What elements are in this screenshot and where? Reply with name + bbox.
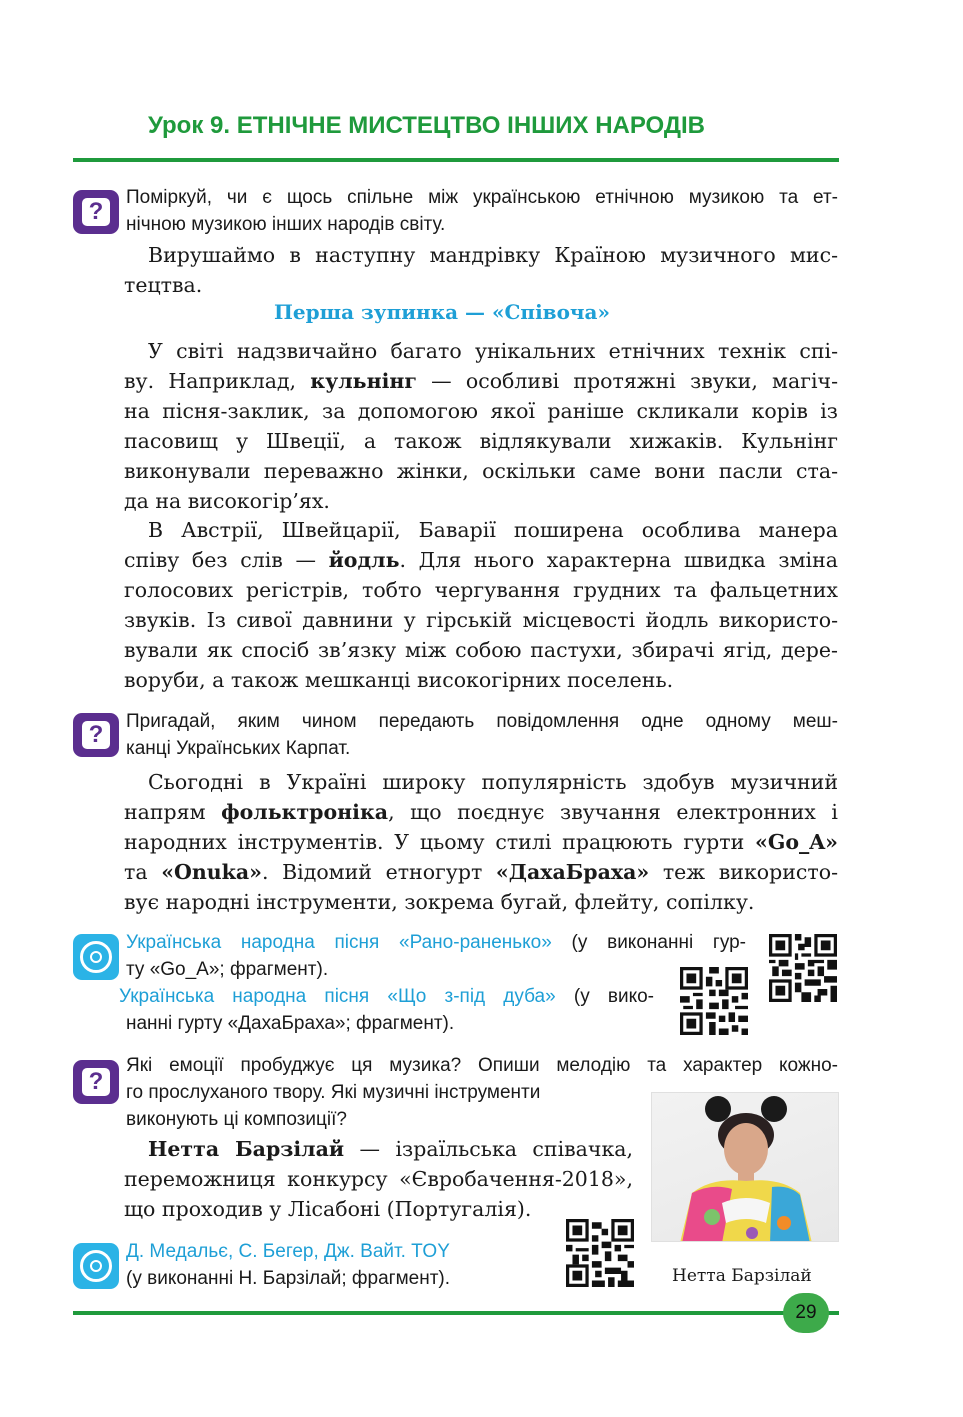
lesson-title: Урок 9. ЕТНІЧНЕ МИСТЕЦТВО ІНШИХ НАРОДІВ: [148, 112, 705, 139]
footer-divider: [73, 1311, 839, 1315]
question-3: Які емоції пробуджує ця музика? Опиши мелодію та характер кожно- го прослуханого твору. Які музичні інструменти виконують ці композиції?: [126, 1055, 838, 1130]
band-dakhabrakha: «ДахаБраха»: [495, 860, 650, 884]
paragraph-netta: Нетта Барзілай — ізраїльська співачка, переможниця конкурсу «Євробачення-2018», що проходив у Лісабоні (Португалія).: [124, 1137, 633, 1221]
title-divider: [73, 158, 839, 162]
question-2: Пригадай, яким чином передають повідомлення одне одному меш- канці Українських Карпат.: [126, 711, 838, 759]
term-folktronica: фольктроніка: [221, 800, 389, 824]
term-yodel: йодль: [328, 548, 400, 572]
audio-track-3[interactable]: Д. Медальє, С. Бегер, Дж. Вайт. TOY (у виконанні Н. Барзілай; фрагмент).: [126, 1241, 451, 1289]
name-netta-barzilai: Нетта Барзілай: [148, 1137, 345, 1161]
question-icon: ?: [73, 1060, 119, 1104]
band-onuka: «Onuka»: [161, 860, 262, 884]
question-1: Поміркуй, чи є щось спільне між українською етнічною музикою та ет- нічною музикою інших народів світу.: [126, 187, 838, 235]
paragraph-yodel: В Австрії, Швейцарії, Баварії поширена особлива манера співу без слів — йодль. Для нього характерна швидка зміна голосових регістрів, тобто чергування грудних та фальцетних звуків. Із сивої давнини у гірській місцевості йодль використо- вували як спосіб зв’язку між собою пастухи, збирачі ягід, дере- воруби, а також мешканці високогірних поселень.: [124, 518, 838, 692]
photo-caption: Нетта Барзілай: [672, 1266, 812, 1286]
page-number: 29: [783, 1293, 829, 1333]
qr-code-icon[interactable]: [680, 967, 748, 1035]
paragraph-kulning: У світі надзвичайно багато унікальних етнічних технік спі- ву. Наприклад, кульнінг — особливі протяжні звуки, магіч- на пісня-заклик, за допомогою якої раніше скликали корів із пасовищ у Швеції, а також відлякували хижаків. Кульнінг виконували переважно жінки, оскільки саме вони пасли ста- да на високогір’ях.: [124, 339, 838, 513]
question-icon: ?: [73, 713, 119, 757]
qr-code-icon[interactable]: [566, 1219, 634, 1287]
qr-code-icon[interactable]: [769, 934, 837, 1002]
netta-barzilai-photo: [651, 1092, 839, 1242]
audio-track-1[interactable]: Українська народна пісня «Рано-раненько» (у виконанні гур- ту «Go_A»; фрагмент).: [126, 932, 746, 980]
band-go-a: «Go_A»: [755, 830, 838, 854]
term-kulning: кульнінг: [310, 369, 417, 393]
singer-illustration: [652, 1093, 839, 1242]
section-heading: Перша зупинка — «Співоча»: [274, 300, 611, 324]
audio-icon: [73, 934, 119, 980]
paragraph-folktronica: Сьогодні в Україні широку популярність здобув музичний напрям фольктроніка, що поєднує звучання електронних і народних інструментів. У цьому стилі працюють гурти «Go_A» та «Onuka». Відомий етногурт «ДахаБраха» теж використо- вує народні інструменти, зокрема бугай, флейту, сопілку.: [124, 770, 838, 914]
intro-paragraph: Вирушаймо в наступну мандрівку Країною музичного мис- тецтва.: [124, 243, 838, 297]
audio-track-2[interactable]: Українська народна пісня «Що з-під дуба» (у вико- нанні гурту «ДахаБраха»; фрагмент).: [119, 986, 654, 1034]
question-icon: ?: [73, 190, 119, 234]
audio-icon: [73, 1243, 119, 1289]
